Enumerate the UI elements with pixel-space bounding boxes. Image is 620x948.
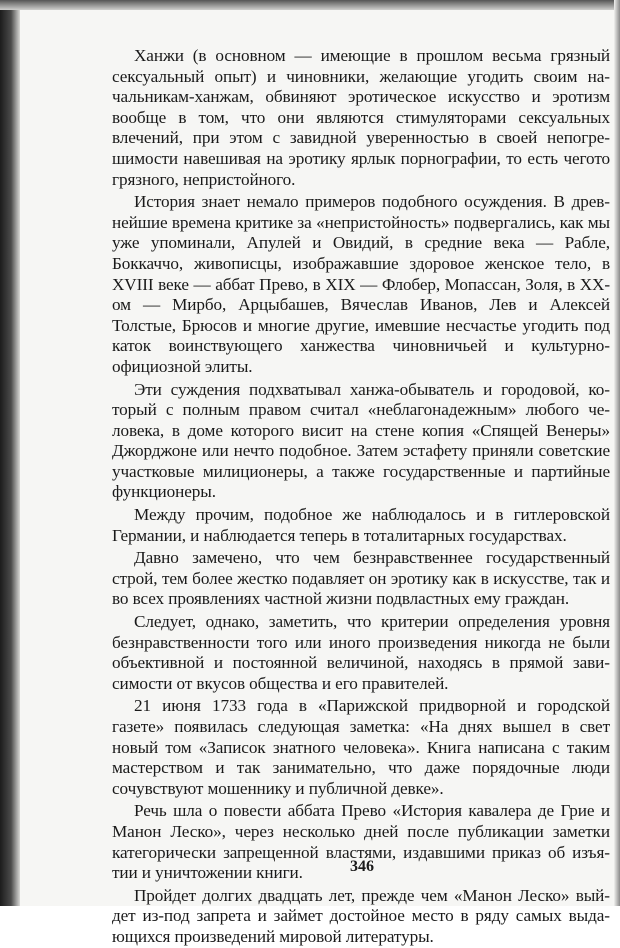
right-edge-shadow: [614, 0, 620, 906]
paragraph: Между прочим, подобное же наблюдалось и в гитлеровской Германии, и наблюдается теперь в тоталитарных государствах.: [112, 505, 610, 545]
body-text: [112, 46, 610, 948]
paragraph: Давно замечено, что чем безнравственнее государственный строй, тем более жестко подавляет он эротику как в искусстве, так и во всех проявлениях частной жизни подвластных ему граждан.: [112, 548, 610, 609]
paragraph: Следует, однако, заметить, что критерии определения уровня безнравственности того или иного произведения никогда не были объективной и постоянной величиной, находясь в прямой зависимости от вкусов общества и его правителей.: [112, 612, 610, 693]
binding-shadow: [0, 0, 20, 906]
page-number: 346: [350, 858, 374, 875]
paragraph: История знает немало примеров подобного осуждения. В древнейшие времена критике за «непристойность» подвергались, как мы уже упоминали, Апулей и Овидий, в средние века — Рабле, Боккаччо, живописцы, изображавшие здоровое женское тело, в XVIII веке — аббат Прево, в XIX — Флобер, Мопассан, Золя, в XX-ом — Мирбо, Арцыбашев, Вячеслав Иванов, Лев и Алексей Толстые, Брюсов и многие другие, имевшие несчастье угодить под каток воинствующего ханжества чиновничьей и культурноофициозной элиты.: [112, 192, 610, 376]
paragraph: Ханжи (в основном — имеющие в прошлом весьма грязный сексуальный опыт) и чиновники, желающие угодить своим начальникам-ханжам, обвиняют эротическое искусство и эротизм вообще в том, что они являются стимуляторами сексуальных влечений, при этом с завидной уверенностью в своей непогрешимости навешивая на эротику ярлык порнографии, то есть чегото грязного, непристойного.: [112, 46, 610, 189]
paragraph: Пройдет долгих двадцать лет, прежде чем «Манон Леско» выйдет из-под запрета и займет достойное место в ряду самых выдающихся произведений мировой литературы.: [112, 885, 610, 946]
paragraph: Речь шла о повести аббата Прево «История кавалера де Грие и Манон Леско», через несколько дней после публикации заметки категорически запрещенной властями, издавшими приказ об изъятии и уничтожении книги.: [112, 801, 610, 883]
paragraph: Эти суждения подхватывал ханжа-обыватель и городовой, который с полным правом считал «неблагонадежным» любого человека, в доме которого висит на стене копия «Спящей Венеры» Джорджоне или нечто подобное. Затем эстафету приняли советские участковые милиционеры, а также государственные и партийные функционеры.: [112, 379, 610, 502]
paragraph: 21 июня 1733 года в «Парижской придворной и городской газете» появилась следующая заметка: «На днях вышел в свет новый том «Записок знатного человека». Книга написана с таким мастерством и так занимательно, что даже порядочные люди сочувствуют мошеннику и публичной девке».: [112, 696, 610, 798]
top-edge-shadow: [0, 0, 620, 10]
